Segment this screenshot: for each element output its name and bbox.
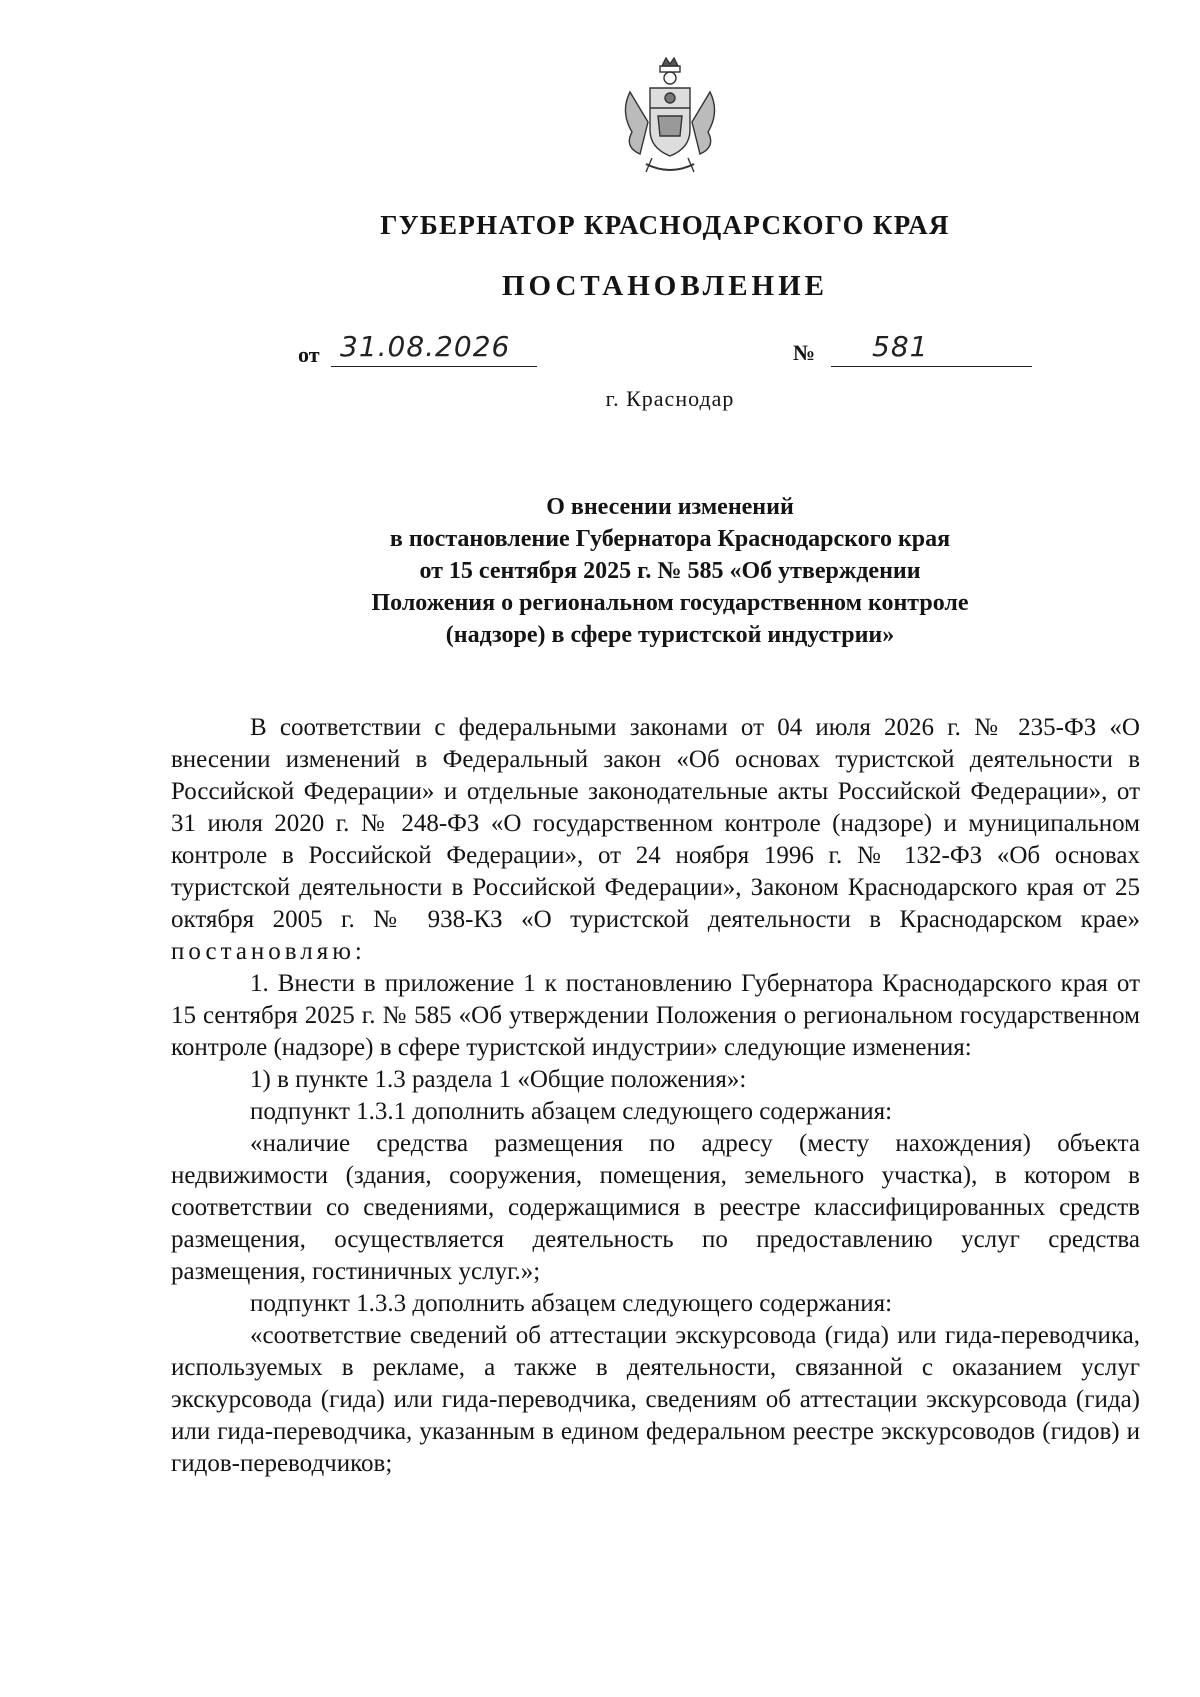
subpoint-1-3-3-paragraph: подпункт 1.3.3 дополнить абзацем следующего содержания: [250,1290,893,1317]
title-line: от 15 сентября 2025 г. № 585 «Об утверждении [419,558,921,584]
issuing-authority: ГУБЕРНАТОР КРАСНОДАРСКОГО КРАЯ [380,210,950,240]
intro-paragraph [171,712,1140,968]
number-prefix: № [793,340,816,365]
intro-text: В соответствии с федеральными законами от 04 июля 2026 г. № 235-ФЗ «О внесении изменений в Федеральный закон «Об основах туристской деятельности в Российской Федерации» и отдельные законодательные акты Российской Федерации», от 31 июля 2020 г. № 248-ФЗ «О государственном контроле (надзоре) и муниципальном контроле в Российской Федерации», от 24 ноября 1996 г. № 132-ФЗ «Об основах туристской деятельности в Российской Федерации», Законом Краснодарского края от 25 октября 2005 г. № 938-КЗ «О туристской деятельности в Краснодарском крае» [171,714,1140,933]
document-body [171,712,1140,1480]
quote-1-3-3-paragraph: «соответствие сведений об аттестации экскурсовода (гида) или гида-переводчика, используемых в рекламе, а также в деятельности, связанной с оказанием услуг экскурсовода (гида) или гида-переводчика, сведениям об аттестации экскурсовода (гида) или гида-переводчика, указанным в едином федеральном реестре экскурсоводов (гидов) и гидов-переводчиков; [171,1322,1140,1477]
document-type: ПОСТАНОВЛЕНИЕ [501,270,828,302]
title-line: (надзоре) в сфере туристской индустрии» [445,622,895,648]
subitem-1-paragraph: 1) в пункте 1.3 раздела 1 «Общие положения»: [250,1066,747,1093]
document-date: 31.08.2026 [340,330,511,363]
title-line: в постановление Губернатора Краснодарского края [389,526,951,552]
quote-1-3-1-paragraph: «наличие средства размещения по адресу (месту нахождения) объекта недвижимости (здания, сооружения, помещения, земельного участка), в котором в соответствии со сведениями, содержащимися в реестре классифицированных средств размещения, осуществляется деятельность по предоставлению услуг средства размещения, гостиничных услуг.»; [171,1130,1140,1285]
document-title [200,491,1140,651]
number-underline [831,366,1032,367]
subpoint-1-3-1-paragraph: подпункт 1.3.1 дополнить абзацем следующего содержания: [250,1098,893,1125]
date-underline [331,366,537,367]
title-line: О внесении изменений [546,494,794,520]
coat-of-arms-emblem [610,52,730,182]
item-1-paragraph: 1. Внести в приложение 1 к постановлению Губернатора Краснодарского края от 15 сентября 2025 г. № 585 «Об утверждении Положения о региональном государственном контроле (надзоре) в сфере туристской индустрии» следующие изменения: [171,970,1140,1061]
city: г. Краснодар [605,386,735,411]
title-line: Положения о региональном государственном контроле [371,590,969,616]
document-number: 581 [872,330,929,363]
resolve-word: постановляю: [171,938,366,965]
date-prefix: от [298,342,320,367]
